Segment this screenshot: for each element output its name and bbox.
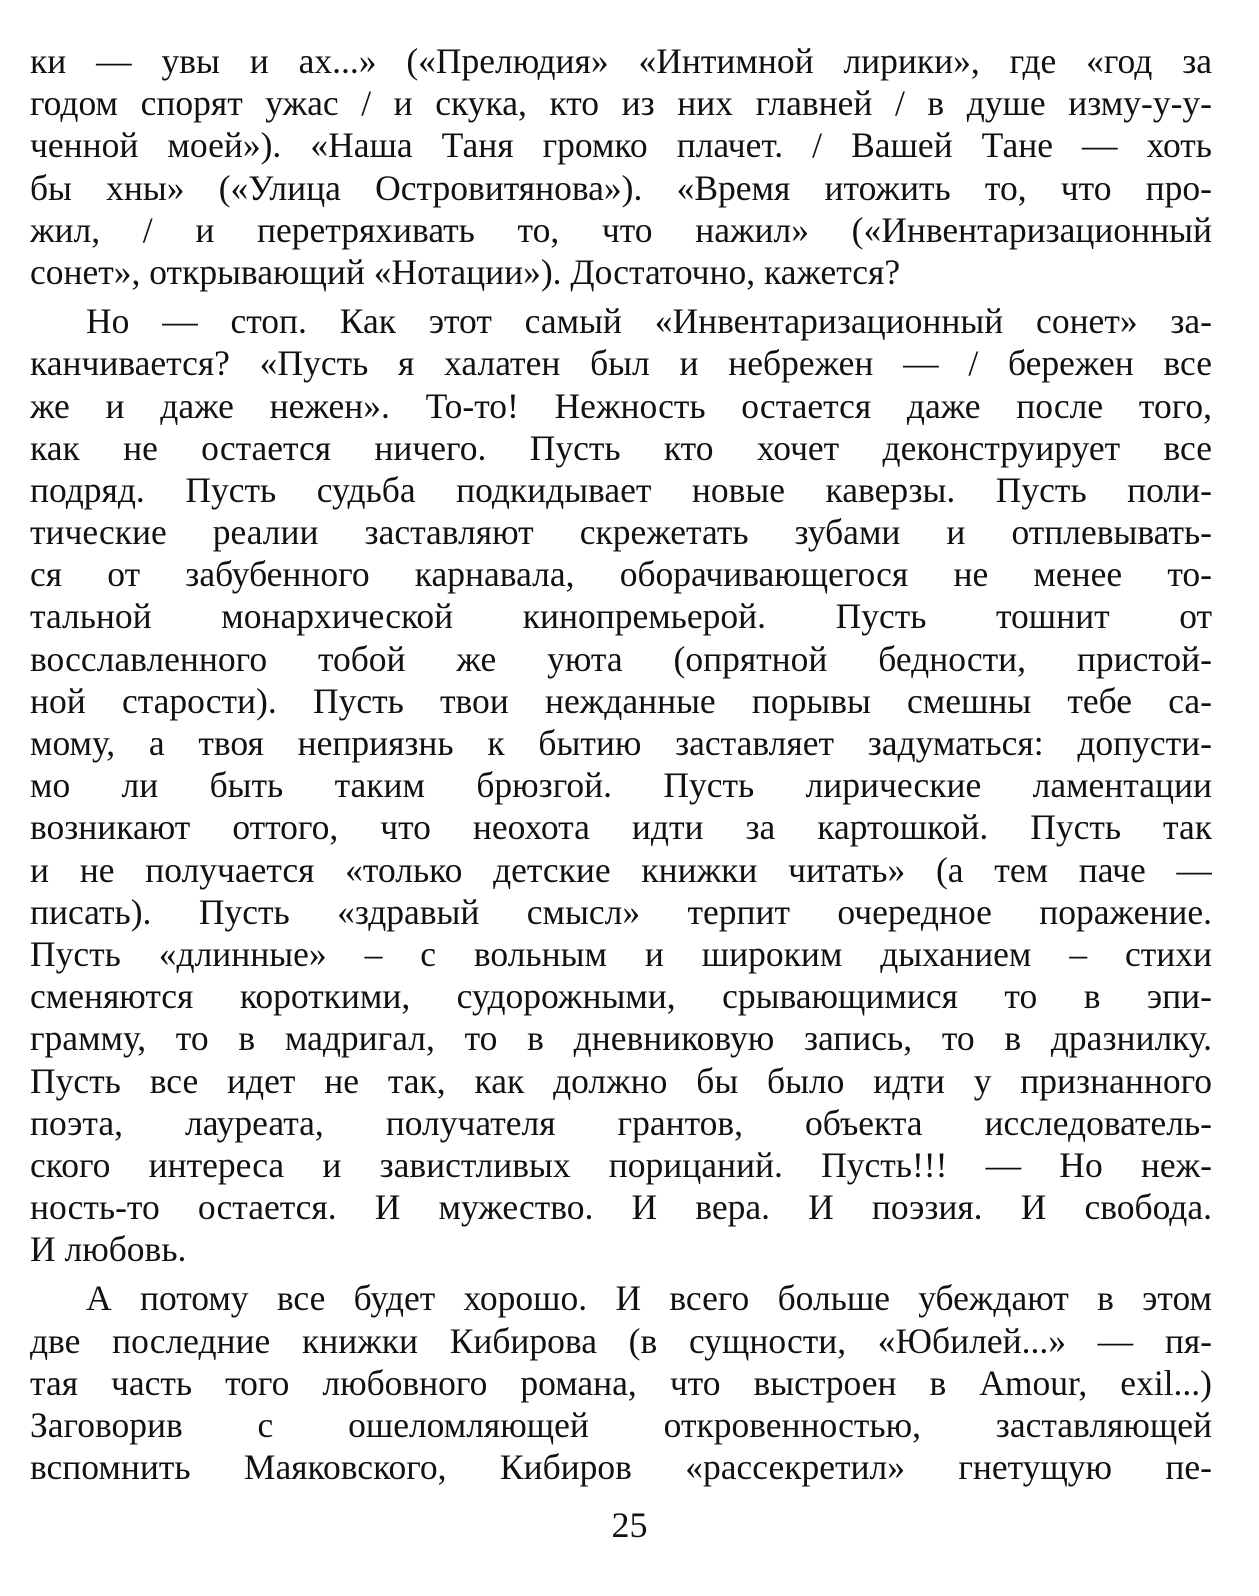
paragraph xyxy=(30,1277,1212,1488)
paragraph xyxy=(30,300,1212,1270)
text-line: писать). Пусть «здравый смысл» терпит очередное поражение. xyxy=(30,891,1212,932)
text-line: Заговорив с ошеломляющей откровенностью, заставляющей xyxy=(30,1405,1212,1445)
text-line: И любовь. xyxy=(30,1229,187,1270)
text-line: ность-то остается. И мужество. И вера. И поэзия. И свобода. xyxy=(30,1187,1212,1228)
text-line: подряд. Пусть судьба подкидывает новые каверзы. Пусть поли- xyxy=(30,469,1212,510)
text-line: Пусть все идет не так, как должно бы было идти у признанного xyxy=(30,1060,1212,1101)
page-number: 25 xyxy=(611,1505,648,1545)
text-line: тические реалии заставляют скрежетать зубами и отплевывать- xyxy=(30,512,1212,553)
text-line: канчивается? «Пусть я халатен был и небрежен — / бережен все xyxy=(30,343,1212,384)
text-line: ченной моей»). «Наша Таня громко плачет. / Вашей Тане — хоть xyxy=(30,125,1212,166)
text-line: ся от забубенного карнавала, оборачивающегося не менее то- xyxy=(30,554,1212,595)
paragraph xyxy=(30,40,1212,293)
text-line: тальной монархической кинопремьерой. Пусть тошнит от xyxy=(30,596,1212,637)
text-line: сменяются короткими, судорожными, срывающимися то в эпи- xyxy=(30,976,1212,1017)
text-line: Но — стоп. Как этот самый «Инвентаризационный сонет» за- xyxy=(86,301,1212,342)
paragraph-gap xyxy=(30,1270,1212,1277)
text-line: бы хны» («Улица Островитянова»). «Время итожить то, что про- xyxy=(30,167,1212,208)
text-line: мо ли быть таким брюзгой. Пусть лирические ламентации xyxy=(30,765,1212,806)
text-line: поэта, лауреата, получателя грантов, объекта исследователь- xyxy=(30,1102,1212,1143)
text-line: ского интереса и завистливых порицаний. Пусть!!! — Но неж- xyxy=(30,1144,1212,1185)
text-line: же и даже нежен». То-то! Нежность остается даже после того, xyxy=(30,385,1212,426)
text-line: восславленного тобой же уюта (опрятной бедности, пристой- xyxy=(30,638,1212,679)
paragraph-gap xyxy=(30,293,1212,300)
text-line: две последние книжки Кибирова (в сущности, «Юбилей...» — пя- xyxy=(30,1320,1212,1361)
body-text xyxy=(30,40,1212,1488)
text-line: жил, / и перетряхивать то, что нажил» («Инвентаризационный xyxy=(30,209,1212,250)
text-line: А потому все будет хорошо. И всего больше убеждают в этом xyxy=(86,1278,1212,1319)
text-line: и не получается «только детские книжки читать» (а тем паче — xyxy=(30,849,1212,890)
text-line: ки — увы и ах...» («Прелюдия» «Интимной лирики», где «год за xyxy=(30,41,1212,81)
text-line: грамму, то в мадригал, то в дневниковую запись, то в дразнилку. xyxy=(30,1018,1212,1059)
text-line: годом спорят ужас / и скука, кто из них главней / в душе изму-у-у- xyxy=(30,83,1212,124)
text-line: тая часть того любовного романа, что выстроен в Amour, exil...) xyxy=(30,1362,1212,1403)
text-line: ной старости). Пусть твои нежданные порывы смешны тебе са- xyxy=(30,680,1212,721)
text-line: возникают оттого, что неохота идти за картошкой. Пусть так xyxy=(30,807,1212,848)
text-line: мому, а твоя неприязнь к бытию заставляет задуматься: допусти- xyxy=(30,723,1212,763)
text-line: сонет», открывающий «Нотации»). Достаточно, кажется? xyxy=(30,251,901,292)
text-line: Пусть «длинные» – с вольным и широким дыханием – стихи xyxy=(30,933,1212,974)
text-line: вспомнить Маяковского, Кибиров «рассекретил» гнетущую пе- xyxy=(30,1447,1212,1488)
text-line: как не остается ничего. Пусть кто хочет деконструирует все xyxy=(30,427,1212,468)
